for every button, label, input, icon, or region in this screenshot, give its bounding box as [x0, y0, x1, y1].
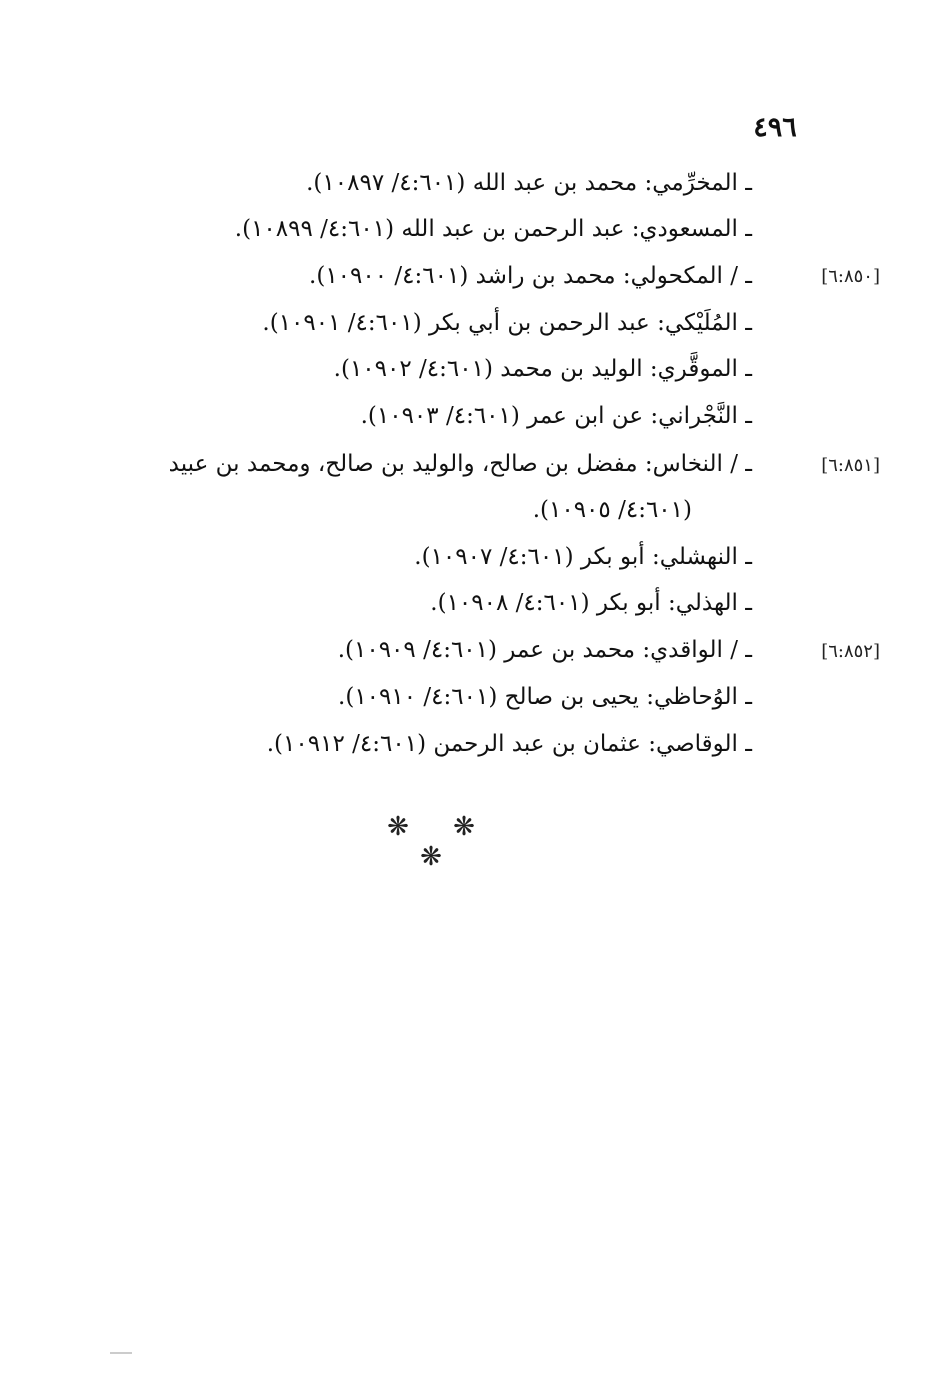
entry-waqqasi: ـ الوقاصي: عثمان بن عبد الرحمن (٤:٦٠١/ ١٠٩١٢).	[266, 731, 752, 757]
margin-reference: [٦:٨٥١]	[821, 455, 880, 476]
scan-mark	[110, 1352, 132, 1354]
entry-nakhkhas	[82, 441, 752, 533]
entry-nakhkhas-continuation: (٤:٦٠١/ ١٠٩٠٥).	[532, 497, 692, 523]
section-separator-stars: ❋ ❋ ❋	[387, 812, 493, 872]
entry-makhrami: ـ المخرِّمي: محمد بن عبد الله (٤:٦٠١/ ١٠٨٩٧).	[306, 170, 752, 196]
entry-nahshali: ـ النهشلي: أبو بكر (٤:٦٠١/ ١٠٩٠٧).	[414, 544, 752, 570]
entry-muwaqqari: ـ الموقَّري: الوليد بن محمد (٤:٦٠١/ ١٠٩٠٢).	[333, 356, 752, 382]
margin-reference: [٦:٨٥٢]	[821, 641, 880, 662]
entry-nakhkhas-line1: ـ / النخاس: مفضل بن صالح، والوليد بن صالح، ومحمد بن عبيد	[168, 451, 752, 477]
entry-makhuli: ـ / المكحولي: محمد بن راشد (٤:٦٠١/ ١٠٩٠٠).	[309, 263, 752, 289]
page-number: ٤٩٦	[753, 112, 797, 143]
entry-mulayki: ـ المُلَيْكي: عبد الرحمن بن أبي بكر (٤:٦٠١/ ١٠٩٠١).	[262, 310, 752, 336]
entry-waqidi: ـ / الواقدي: محمد بن عمر (٤:٦٠١/ ١٠٩٠٩).	[337, 637, 752, 663]
margin-reference: [٦:٨٥٠]	[821, 266, 880, 287]
entry-masudi: ـ المسعودي: عبد الرحمن بن عبد الله (٤:٦٠١/ ١٠٨٩٩).	[234, 216, 752, 242]
entry-hudhali: ـ الهذلي: أبو بكر (٤:٦٠١/ ١٠٩٠٨).	[430, 590, 752, 616]
entry-wuhazi: ـ الوُحاظي: يحيى بن صالح (٤:٦٠١/ ١٠٩١٠).	[338, 684, 752, 710]
entry-najrani: ـ النَّجْراني: عن ابن عمر (٤:٦٠١/ ١٠٩٠٣).	[360, 403, 752, 429]
